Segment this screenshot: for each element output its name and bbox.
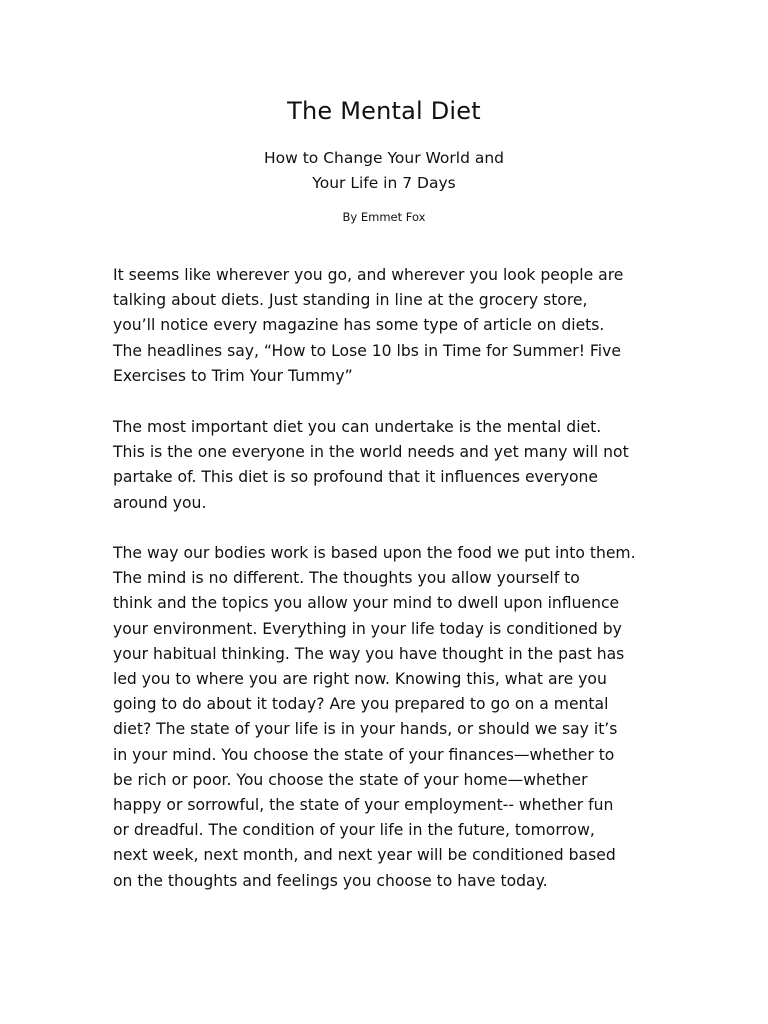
- paragraph-line: next week, next month, and next year will be conditioned based: [113, 846, 616, 865]
- paragraph-line: be rich or poor. You choose the state of your home—whether: [113, 770, 588, 789]
- paragraph-line: going to do about it today? Are you prepared to go on a mental: [113, 695, 609, 714]
- paragraph-line: It seems like wherever you go, and wherever you look people are: [113, 266, 624, 284]
- paragraph-line: This is the one everyone in the world needs and yet many will not: [113, 443, 629, 462]
- paragraph-line: The most important diet you can undertake is the mental diet.: [113, 418, 602, 436]
- paragraph-line: The way our bodies work is based upon the food we put into them.: [113, 544, 636, 562]
- paragraph-line: think and the topics you allow your mind to dwell upon influence: [113, 594, 620, 613]
- paragraph-line: your environment. Everything in your life today is conditioned by: [113, 619, 622, 638]
- subtitle-line: Your Life in 7 Days: [312, 174, 456, 192]
- document-title: The Mental Diet: [287, 97, 481, 125]
- paragraph-line: happy or sorrowful, the state of your employment-- whether fun: [113, 796, 614, 815]
- paragraph-line: in your mind. You choose the state of your finances—whether to: [113, 745, 615, 764]
- subtitle-line: How to Change Your World and: [263, 149, 505, 167]
- paragraph-line: you’ll notice every magazine has some type of article on diets.: [113, 316, 605, 335]
- body-paragraph: [113, 415, 673, 516]
- paragraph-line: or dreadful. The condition of your life in the future, tomorrow,: [113, 821, 595, 840]
- paragraph-line: The headlines say, “How to Lose 10 lbs in Time for Summer! Five: [113, 341, 621, 360]
- document-subtitle: [0, 146, 768, 196]
- paragraph-line: talking about diets. Just standing in line at the grocery store,: [113, 291, 588, 310]
- author-byline: By Emmet Fox: [342, 210, 426, 224]
- paragraph-line: diet? The state of your life is in your hands, or should we say it’s: [113, 720, 618, 739]
- paragraph-line: on the thoughts and feelings you choose to have today.: [113, 871, 548, 890]
- paragraph-line: your habitual thinking. The way you have thought in the past has: [113, 644, 625, 663]
- body-paragraph: [113, 263, 673, 389]
- paragraph-line: The mind is no different. The thoughts you allow yourself to: [113, 569, 580, 588]
- paragraph-line: led you to where you are right now. Knowing this, what are you: [113, 670, 607, 689]
- paragraph-line: Exercises to Trim Your Tummy”: [113, 366, 353, 385]
- body-paragraph: [113, 541, 673, 894]
- paragraph-line: around you.: [113, 493, 207, 512]
- paragraph-line: partake of. This diet is so profound that it influences everyone: [113, 468, 599, 487]
